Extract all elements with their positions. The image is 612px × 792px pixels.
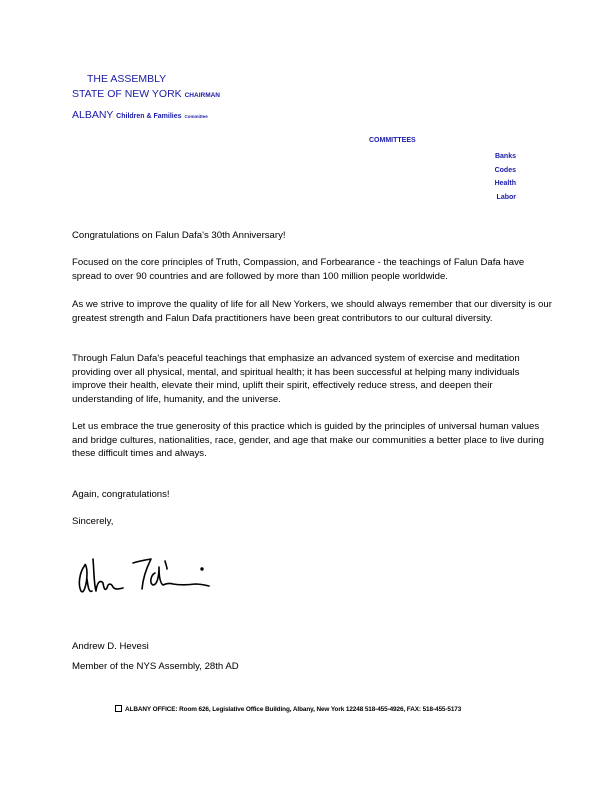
committee-list (495, 150, 516, 204)
letterhead-committee-name: Children & Families (116, 113, 182, 120)
signer-block (72, 637, 239, 677)
committee-item: Banks (494, 153, 516, 160)
signature-stroke (165, 561, 167, 569)
letterhead-city (72, 109, 208, 123)
letterhead-chairman: CHAIRMAN (184, 92, 220, 99)
signature-stroke (133, 559, 151, 589)
signature-stroke (151, 567, 209, 586)
letterhead-albany: ALBANY (72, 109, 114, 121)
signature-stroke (79, 564, 92, 591)
signature-stroke (93, 559, 123, 591)
committee-item: Codes (494, 166, 516, 174)
signer-name: Andrew D. Hevesi (72, 641, 149, 652)
committees-title: COMMITTEES (369, 137, 416, 144)
checkbox-icon (115, 705, 122, 712)
footer-text: ALBANY OFFICE: Room 626, Legislative Office Building, Albany, New York 12248 518-455-4926, FAX: 518-455-5173 (125, 706, 462, 713)
letterhead-assembly: THE ASSEMBLY (87, 73, 167, 85)
footer-address (115, 705, 461, 713)
letterhead-state-name: STATE OF NEW YORK (72, 88, 182, 100)
letterhead-committee-label: Committee (184, 114, 208, 119)
letter-paragraph: Let us embrace the true generosity of this practice which is guided by the principles of universal human values and bridge cultures, nationalities, race, gender, and age that make our communities a better place to live during these difficult times and always. (72, 421, 544, 459)
letter-paragraph: As we strive to improve the quality of life for all New Yorkers, we should always remember that our diversity is our greatest strength and Falun Dafa practitioners have been great contributors to our cultural diversity. (72, 299, 552, 324)
letterhead-state (72, 88, 220, 102)
letter-sign-off: Sincerely, (72, 516, 114, 527)
signature-dot (201, 568, 203, 570)
letter-paragraph: Focused on the core principles of Truth, Compassion, and Forbearance - the teachings of Falun Dafa have spread to over 90 countries and are followed by more than 100 million people worldwide. (72, 257, 525, 282)
letter-greeting: Congratulations on Falun Dafa's 30th Anniversary! (72, 230, 286, 241)
committee-item: Health (494, 180, 516, 188)
committee-item: Labor (496, 193, 516, 201)
signer-title: Member of the NYS Assembly, 28th AD (72, 661, 239, 672)
letter-paragraph: Through Falun Dafa's peaceful teachings that emphasize an advanced system of exercise and meditation providing over all physical, mental, and spiritual health; it has been successful at helping many individuals improve their health, elevate their mind, uplift their spirit, effectively reduce stress, and deepen their understanding of life, humanity, and the universe. (72, 353, 520, 405)
signature-image (75, 553, 215, 598)
letter-closing: Again, congratulations! (72, 489, 170, 500)
